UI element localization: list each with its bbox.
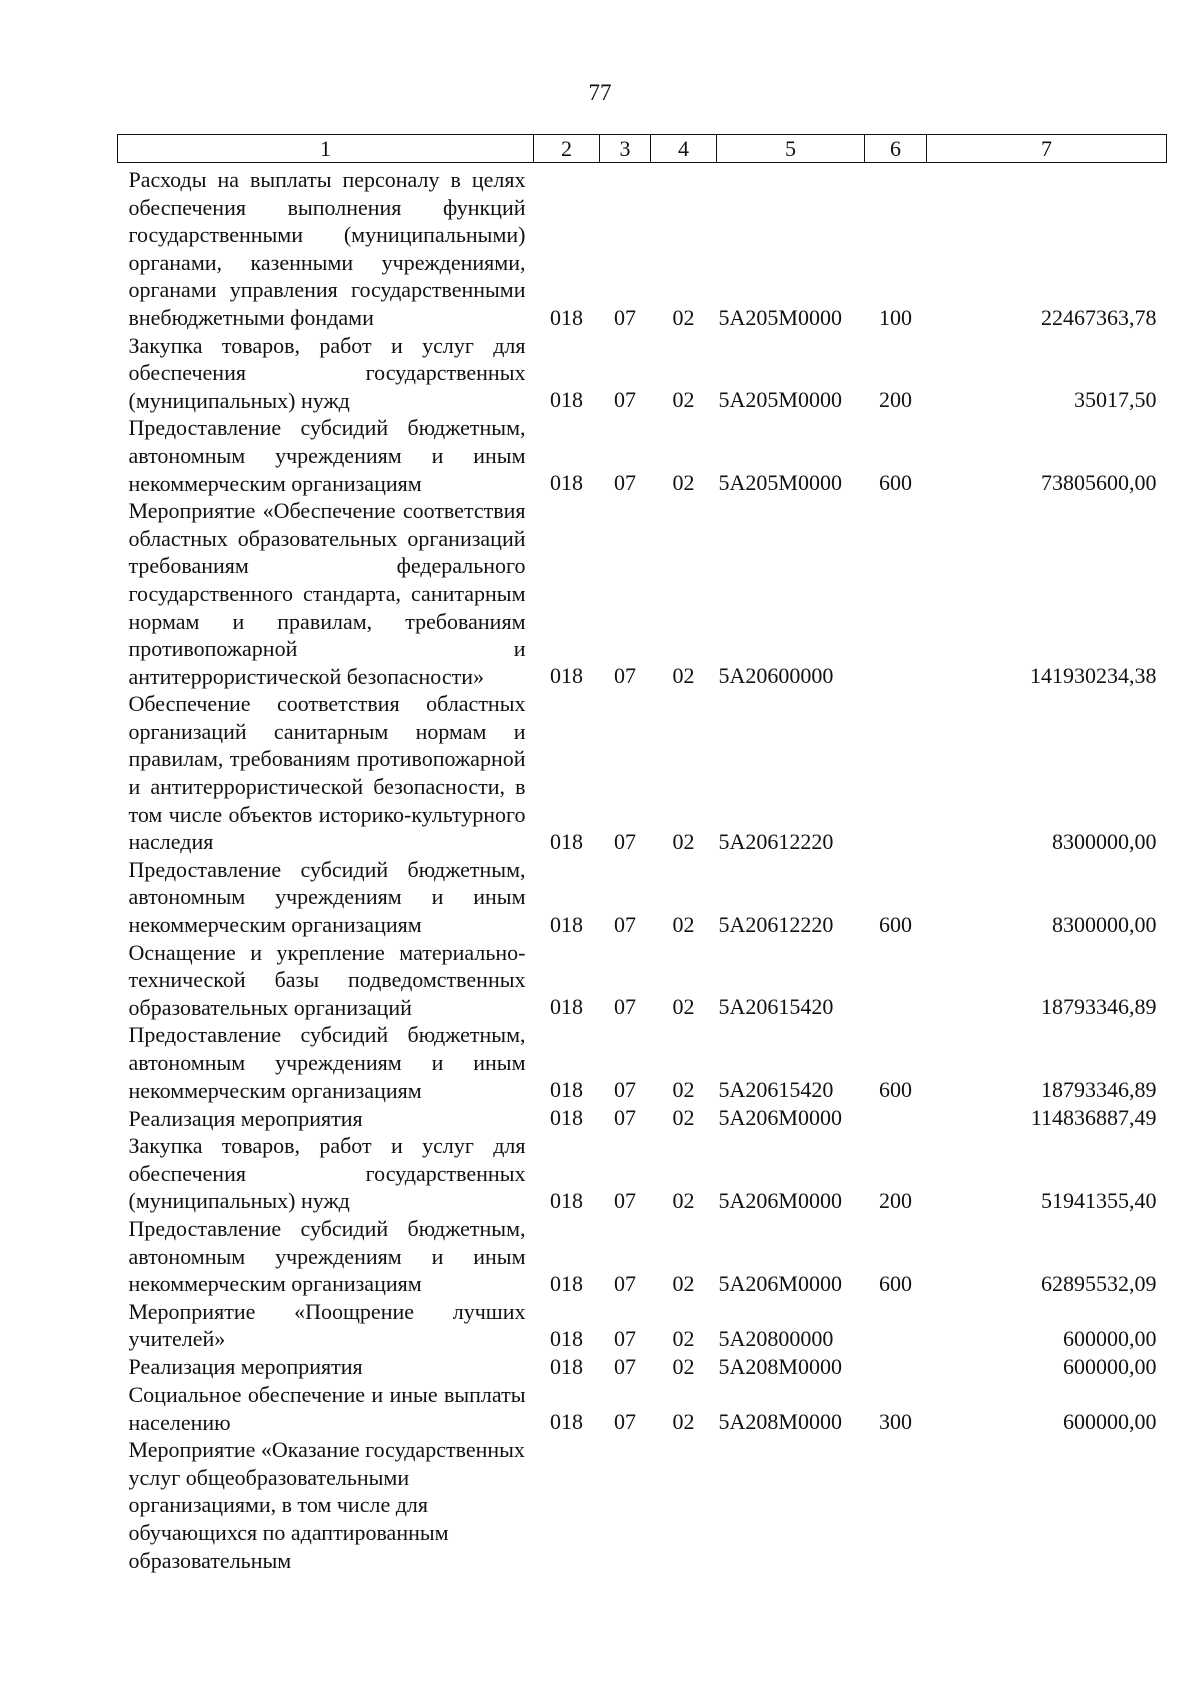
expense-type-cell: [865, 1436, 927, 1574]
amount-cell: 35017,50: [1074, 387, 1157, 413]
expense-name-cell: Оснащение и укрепление материально-технической базы подведомственных образовательных организаций: [128, 939, 526, 1020]
subsection-code-cell: 02: [672, 663, 695, 689]
section-code-cell: 07: [614, 1409, 636, 1435]
expense-name-cell: Предоставление субсидий бюджетным, автономным учреждениям и иным некоммерческим организациям: [128, 1022, 526, 1103]
section-code-cell: 07: [614, 1105, 636, 1131]
subsection-code-cell: 02: [672, 387, 695, 413]
budget-table: [117, 134, 1167, 1574]
amount-cell: 18793346,89: [1041, 994, 1157, 1020]
target-article-cell: 5А208М0000: [718, 1353, 842, 1379]
target-article-cell: 5А20612220: [718, 911, 834, 937]
expense-name-cell: Предоставление субсидий бюджетным, автономным учреждениям и иным некоммерческим организациям: [128, 856, 526, 938]
grbs-code-cell: 018: [550, 1353, 583, 1379]
table-row: [118, 414, 1167, 497]
section-code-cell: 07: [614, 1325, 636, 1351]
grbs-code-cell: [534, 1436, 600, 1574]
amount-cell: 600000,00: [1063, 1325, 1157, 1351]
expense-type-cell: 200: [879, 1187, 912, 1213]
expense-type-cell: [865, 497, 927, 690]
column-number: 1: [118, 135, 534, 163]
grbs-code-cell: 018: [550, 1077, 583, 1103]
target-article-cell: 5А208М0000: [718, 1409, 842, 1435]
section-code-cell: 07: [614, 470, 636, 496]
section-code-cell: 07: [614, 1270, 636, 1296]
expense-type-cell: 600: [879, 470, 912, 496]
expense-type-cell: 600: [879, 911, 912, 937]
subsection-code-cell: 02: [672, 1409, 695, 1435]
target-article-cell: 5А20615420: [718, 994, 834, 1020]
target-article-cell: 5А206М0000: [718, 1105, 842, 1131]
amount-cell: 8300000,00: [1052, 828, 1157, 854]
amount-cell: 51941355,40: [1041, 1187, 1157, 1213]
target-article-cell: 5А20600000: [718, 663, 834, 689]
amount-cell: 73805600,00: [1041, 470, 1157, 496]
expense-type-cell: [865, 1298, 927, 1353]
table-row: [118, 690, 1167, 856]
expense-name-cell: Закупка товаров, работ и услуг для обеспечения государственных (муниципальных) нужд: [128, 1133, 526, 1214]
table-row: [118, 939, 1167, 1022]
expense-type-cell: [865, 939, 927, 1022]
column-number: 4: [651, 135, 717, 163]
section-code-cell: 07: [614, 1077, 636, 1103]
amount-cell: 62895532,09: [1041, 1270, 1157, 1296]
expense-type-cell: [865, 1353, 927, 1381]
section-code-cell: 07: [614, 911, 636, 937]
subsection-code-cell: 02: [672, 828, 695, 854]
table-row: [118, 332, 1167, 415]
section-code-cell: 07: [614, 663, 636, 689]
expense-type-cell: [865, 690, 927, 856]
section-code-cell: 07: [614, 387, 636, 413]
amount-cell: 141930234,38: [1030, 663, 1157, 689]
table-row: [118, 856, 1167, 939]
target-article-cell: 5А20612220: [718, 828, 834, 854]
table-row: [118, 1132, 1167, 1215]
table-row: [118, 1215, 1167, 1298]
expense-type-cell: 100: [879, 304, 912, 330]
section-code-cell: 07: [614, 1187, 636, 1213]
grbs-code-cell: 018: [550, 994, 583, 1020]
target-article-cell: 5А205М0000: [718, 387, 842, 413]
column-number: 5: [717, 135, 865, 163]
table-body: [118, 163, 1167, 1575]
subsection-code-cell: 02: [672, 994, 695, 1020]
expense-type-cell: 200: [879, 387, 912, 413]
grbs-code-cell: 018: [550, 828, 583, 854]
table-row: [118, 1353, 1167, 1381]
expense-name-cell: Реализация мероприятия: [128, 1105, 363, 1131]
subsection-code-cell: 02: [672, 1353, 695, 1379]
table-row: [118, 497, 1167, 690]
target-article-cell: 5А20800000: [718, 1325, 834, 1351]
expense-name-cell: Предоставление субсидий бюджетным, автономным учреждениям и иным некоммерческим организациям: [128, 1215, 526, 1297]
subsection-code-cell: 02: [672, 1105, 695, 1131]
grbs-code-cell: 018: [550, 1105, 583, 1131]
expense-name-cell: Реализация мероприятия: [128, 1354, 363, 1380]
amount-cell: 22467363,78: [1041, 304, 1157, 330]
amount-cell: [927, 1436, 1167, 1574]
target-article-cell: 5А206М0000: [718, 1187, 842, 1213]
target-article-cell: [717, 1436, 865, 1574]
section-code-cell: 07: [614, 994, 636, 1020]
column-number: 2: [534, 135, 600, 163]
target-article-cell: 5А205М0000: [718, 470, 842, 496]
expense-name-cell: Закупка товаров, работ и услуг для обеспечения государственных (муниципальных) нужд: [128, 332, 526, 413]
subsection-code-cell: 02: [672, 470, 695, 496]
expense-name-cell: Социальное обеспечение и иные выплаты населению: [128, 1381, 526, 1435]
expense-type-cell: 300: [879, 1409, 912, 1435]
amount-cell: 600000,00: [1063, 1409, 1157, 1435]
subsection-code-cell: 02: [672, 1187, 695, 1213]
amount-cell: 18793346,89: [1041, 1077, 1157, 1103]
subsection-code-cell: 02: [672, 304, 695, 330]
column-number: 6: [865, 135, 927, 163]
amount-cell: 114836887,49: [1030, 1105, 1157, 1131]
column-number: 7: [927, 135, 1167, 163]
grbs-code-cell: 018: [550, 470, 583, 496]
expense-name-cell: Мероприятие «Оказание государственных услуг общеобразовательными организациями, в том числе для обучающихся по адаптированным образовательным: [128, 1437, 525, 1573]
grbs-code-cell: 018: [550, 1270, 583, 1296]
amount-cell: 8300000,00: [1052, 911, 1157, 937]
subsection-code-cell: 02: [672, 911, 695, 937]
table-row: [118, 163, 1167, 332]
expense-name-cell: Расходы на выплаты персоналу в целях обеспечения выполнения функций государственными (муниципальными) органами, казенными учреждениями, органами управления государственными внебюджетными фондами: [128, 167, 526, 330]
table-row: [118, 1104, 1167, 1132]
target-article-cell: 5А20615420: [718, 1077, 834, 1103]
amount-cell: 600000,00: [1063, 1353, 1157, 1379]
table-row: [118, 1381, 1167, 1436]
table-row: [118, 1021, 1167, 1104]
grbs-code-cell: 018: [550, 911, 583, 937]
target-article-cell: 5А206М0000: [718, 1270, 842, 1296]
table-row: [118, 1436, 1167, 1574]
table-row: [118, 1298, 1167, 1353]
grbs-code-cell: 018: [550, 387, 583, 413]
target-article-cell: 5А205М0000: [718, 304, 842, 330]
section-code-cell: 07: [614, 304, 636, 330]
expense-type-cell: 600: [879, 1270, 912, 1296]
section-code-cell: 07: [614, 1353, 636, 1379]
expense-type-cell: [865, 1104, 927, 1132]
subsection-code-cell: 02: [672, 1270, 695, 1296]
subsection-code-cell: [651, 1436, 717, 1574]
expense-name-cell: Предоставление субсидий бюджетным, автономным учреждениям и иным некоммерческим организациям: [128, 415, 526, 496]
grbs-code-cell: 018: [550, 304, 583, 330]
column-number-row: [118, 135, 1167, 163]
section-code-cell: 07: [614, 828, 636, 854]
grbs-code-cell: 018: [550, 1325, 583, 1351]
grbs-code-cell: 018: [550, 1187, 583, 1213]
column-number: 3: [600, 135, 651, 163]
subsection-code-cell: 02: [672, 1077, 695, 1103]
expense-name-cell: Мероприятие «Поощрение лучших учителей»: [128, 1298, 526, 1352]
page-number: 77: [588, 80, 612, 105]
grbs-code-cell: 018: [550, 1409, 583, 1435]
expense-name-cell: Мероприятие «Обеспечение соответствия областных образовательных организаций требованиям федерального государственного стандарта, санитарным нормам и правилам, требованиям противопожарной и антитеррористической безопасности»: [128, 498, 526, 689]
section-code-cell: [600, 1436, 651, 1574]
expense-name-cell: Обеспечение соответствия областных организаций санитарным нормам и правилам, требованиям противопожарной и антитеррористической безопасности, в том числе объектов историко-культурного наследия: [128, 691, 526, 855]
subsection-code-cell: 02: [672, 1325, 695, 1351]
expense-type-cell: 600: [879, 1077, 912, 1103]
grbs-code-cell: 018: [550, 663, 583, 689]
